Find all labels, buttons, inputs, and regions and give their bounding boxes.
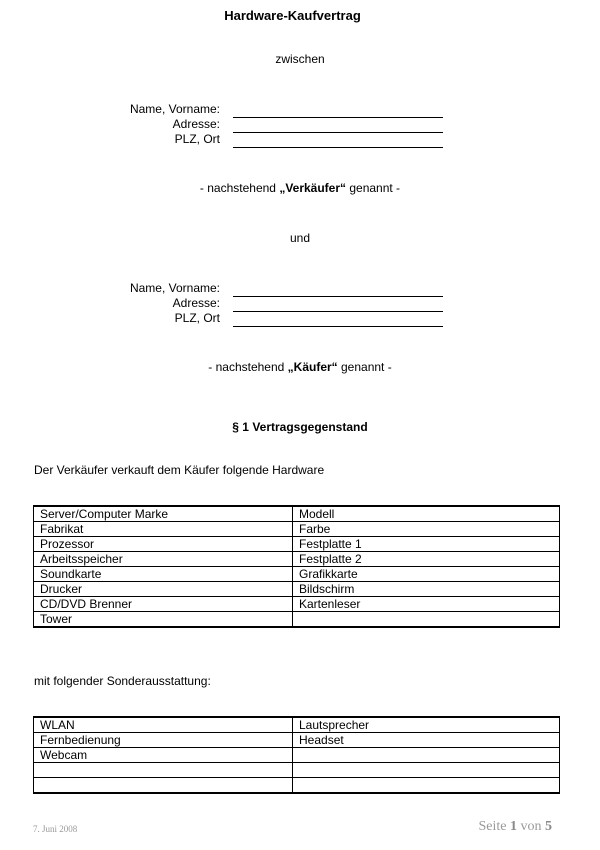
and-label: und <box>289 231 311 245</box>
seller-designation <box>0 181 600 195</box>
table-cell: Soundkarte <box>34 567 293 582</box>
table-cell: Server/Computer Marke <box>34 506 293 522</box>
seller-name-label: Name, Vorname: <box>129 102 220 116</box>
section-intro: Der Verkäufer verkauft dem Käufer folgende Hardware <box>34 463 325 477</box>
table-cell: Modell <box>293 506 560 522</box>
seller-city-label: PLZ, Ort <box>174 132 220 146</box>
table-row <box>34 522 560 537</box>
seller-address-line <box>233 118 443 133</box>
buyer-note-prefix: - nachstehend <box>208 360 288 374</box>
table-row <box>34 748 560 763</box>
seller-note-prefix: - nachstehend <box>199 181 280 195</box>
table-row <box>34 612 560 628</box>
table-cell: Webcam <box>34 748 293 763</box>
table-cell: Kartenleser <box>293 597 560 612</box>
table-cell: Lautsprecher <box>293 717 560 733</box>
table-row <box>34 537 560 552</box>
table-cell <box>34 778 293 794</box>
extras-table <box>33 716 560 794</box>
table-row <box>34 717 560 733</box>
table-row <box>34 763 560 778</box>
buyer-address-label: Adresse: <box>172 296 220 310</box>
seller-role: „Verkäufer“ <box>279 181 347 195</box>
seller-name-line <box>233 103 443 118</box>
page-number <box>479 819 553 835</box>
seller-note-suffix: genannt - <box>346 181 401 195</box>
buyer-name-line <box>233 282 443 297</box>
table-cell: Farbe <box>293 522 560 537</box>
table-cell <box>293 763 560 778</box>
table-cell <box>34 763 293 778</box>
table-row <box>34 552 560 567</box>
table-cell: Prozessor <box>34 537 293 552</box>
buyer-note-suffix: genannt - <box>337 360 392 374</box>
seller-city-line <box>233 133 443 148</box>
table-cell: Festplatte 2 <box>293 552 560 567</box>
buyer-name-label: Name, Vorname: <box>129 281 220 295</box>
buyer-role: „Käufer“ <box>287 360 338 374</box>
table-row <box>34 506 560 522</box>
table-cell: Tower <box>34 612 293 628</box>
table-cell: Grafikkarte <box>293 567 560 582</box>
table-cell <box>293 612 560 628</box>
page-middle: von <box>517 819 545 834</box>
table-row <box>34 597 560 612</box>
page-current: 1 <box>510 819 517 834</box>
table-row <box>34 733 560 748</box>
table-cell: Headset <box>293 733 560 748</box>
hardware-table <box>33 505 560 628</box>
page-prefix: Seite <box>478 819 510 834</box>
table-cell: Fernbedienung <box>34 733 293 748</box>
between-label: zwischen <box>275 52 325 66</box>
table-cell: Fabrikat <box>34 522 293 537</box>
table-cell: CD/DVD Brenner <box>34 597 293 612</box>
section-heading: § 1 Vertragsgegenstand <box>232 420 368 434</box>
table-cell <box>293 778 560 794</box>
document-title: Hardware-Kaufvertrag <box>224 8 361 23</box>
footer-date: 7. Juni 2008 <box>33 824 78 834</box>
buyer-city-label: PLZ, Ort <box>174 311 220 325</box>
table-cell <box>293 748 560 763</box>
table-row <box>34 778 560 794</box>
table-cell: Drucker <box>34 582 293 597</box>
seller-address-label: Adresse: <box>172 117 220 131</box>
buyer-designation <box>0 360 600 374</box>
table-row <box>34 567 560 582</box>
buyer-city-line <box>233 312 443 327</box>
table-row <box>34 582 560 597</box>
table-cell: Bildschirm <box>293 582 560 597</box>
page-total: 5 <box>545 819 552 834</box>
table-cell: WLAN <box>34 717 293 733</box>
table-cell: Arbeitsspeicher <box>34 552 293 567</box>
buyer-address-line <box>233 297 443 312</box>
extras-intro: mit folgender Sonderausstattung: <box>34 674 211 688</box>
table-cell: Festplatte 1 <box>293 537 560 552</box>
